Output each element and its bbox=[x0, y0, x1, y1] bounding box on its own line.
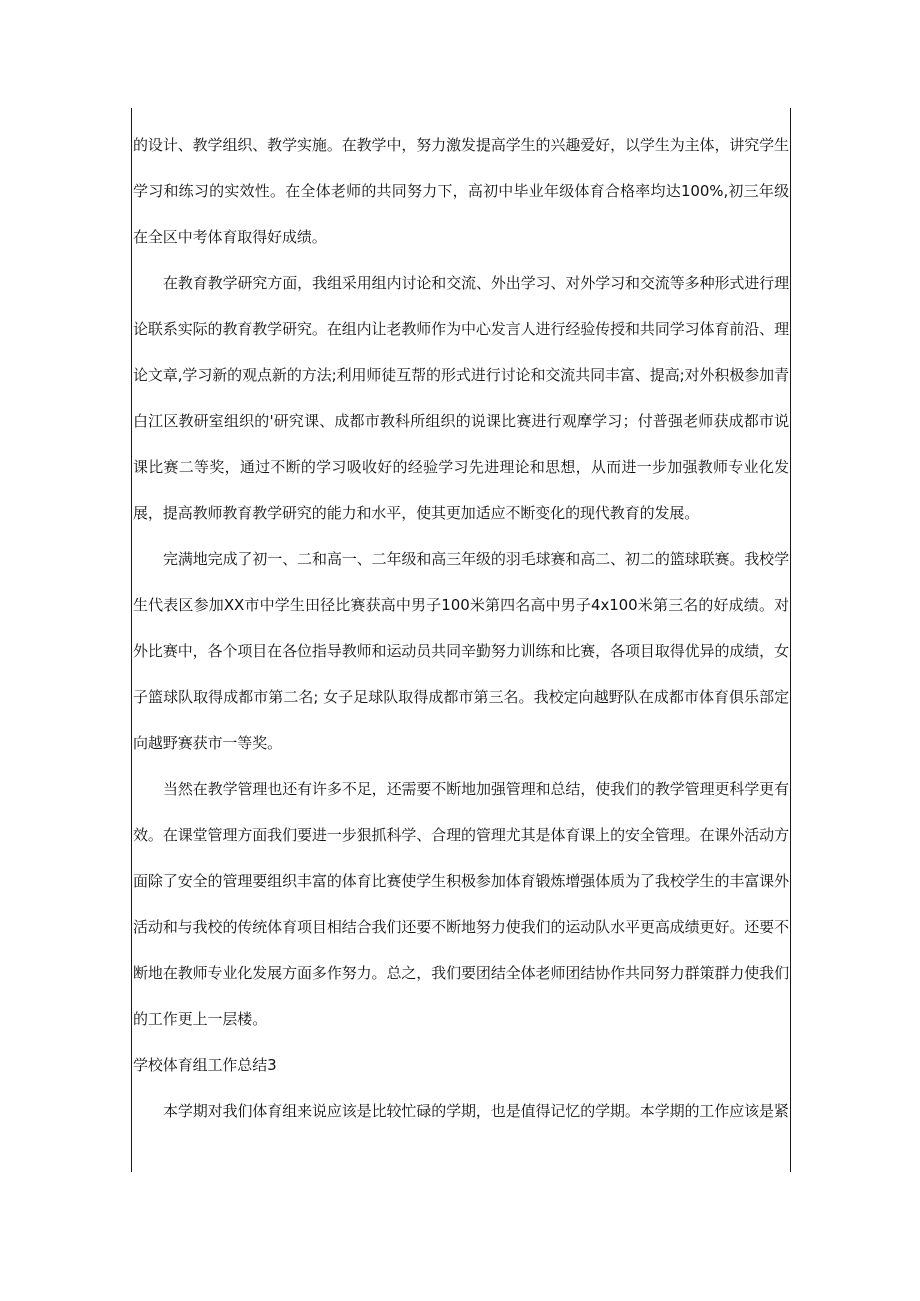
paragraph-teaching-research: 在教育教学研究方面，我组采用组内讨论和交流、外出学习、对外学习和交流等多种形式进行理论联系实际的教育教学研究。在组内让老教师作为中心发言人进行经验传授和共同学习体育前沿、理论文章,学习新的观点新的方法;利用师徒互帮的形式进行讨论和交流共同丰富、提高;对外积极参加青白江区教研室组织的'研究课、成都市教科所组织的说课比赛进行观摩学习；付普强老师获成都市说课比赛二等奖，通过不断的学习吸收好的经验学习先进理论和思想，从而进一步加强教师专业化发展，提高教师教育教学研究的能力和水平，使其更加适应不断变化的现代教育的发展。 bbox=[133, 274, 789, 522]
right-border-rule bbox=[790, 108, 791, 1172]
paragraph-semester-summary: 本学期对我们体育组来说应该是比较忙碌的学期，也是值得记忆的学期。本学期的工作应该是紧 bbox=[163, 1102, 789, 1120]
section-heading: 学校体育组工作总结3 bbox=[133, 1056, 277, 1074]
left-border-rule bbox=[131, 108, 132, 1172]
paragraph-teaching-implementation: 的设计、教学组织、教学实施。在教学中，努力激发提高学生的兴趣爱好，以学生为主体，讲究学生学习和练习的实效性。在全体老师的共同努力下，高初中毕业年级体育合格率均达100%,初三年级在全区中考体育取得好成绩。 bbox=[133, 136, 789, 246]
document-body bbox=[133, 122, 789, 1134]
paragraph-shortcomings: 当然在教学管理也还有许多不足，还需要不断地加强管理和总结，使我们的教学管理更科学更有效。在课堂管理方面我们要进一步狠抓科学、合理的管理尤其是体育课上的安全管理。在课外活动方面除了安全的管理要组织丰富的体育比赛使学生积极参加体育锻炼增强体质为了我校学生的丰富课外活动和与我校的传统体育项目相结合我们还要不断地努力使我们的运动队水平更高成绩更好。还要不断地在教师专业化发展方面多作努力。总之，我们要团结全体老师团结协作共同努力群策群力使我们的工作更上一层楼。 bbox=[133, 780, 789, 1028]
paragraph-competitions: 完满地完成了初一、二和高一、二年级和高三年级的羽毛球赛和高二、初二的篮球联赛。我校学生代表区参加XX市中学生田径比赛获高中男子100米第四名高中男子4x100米第三名的好成绩。对外比赛中，各个项目在各位指导教师和运动员共同辛勤努力训练和比赛，各项目取得优异的成绩，女子篮球队取得成都市第二名; 女子足球队取得成都市第三名。我校定向越野队在成都市体育俱乐部定向越野赛获市一等奖。 bbox=[133, 550, 789, 752]
